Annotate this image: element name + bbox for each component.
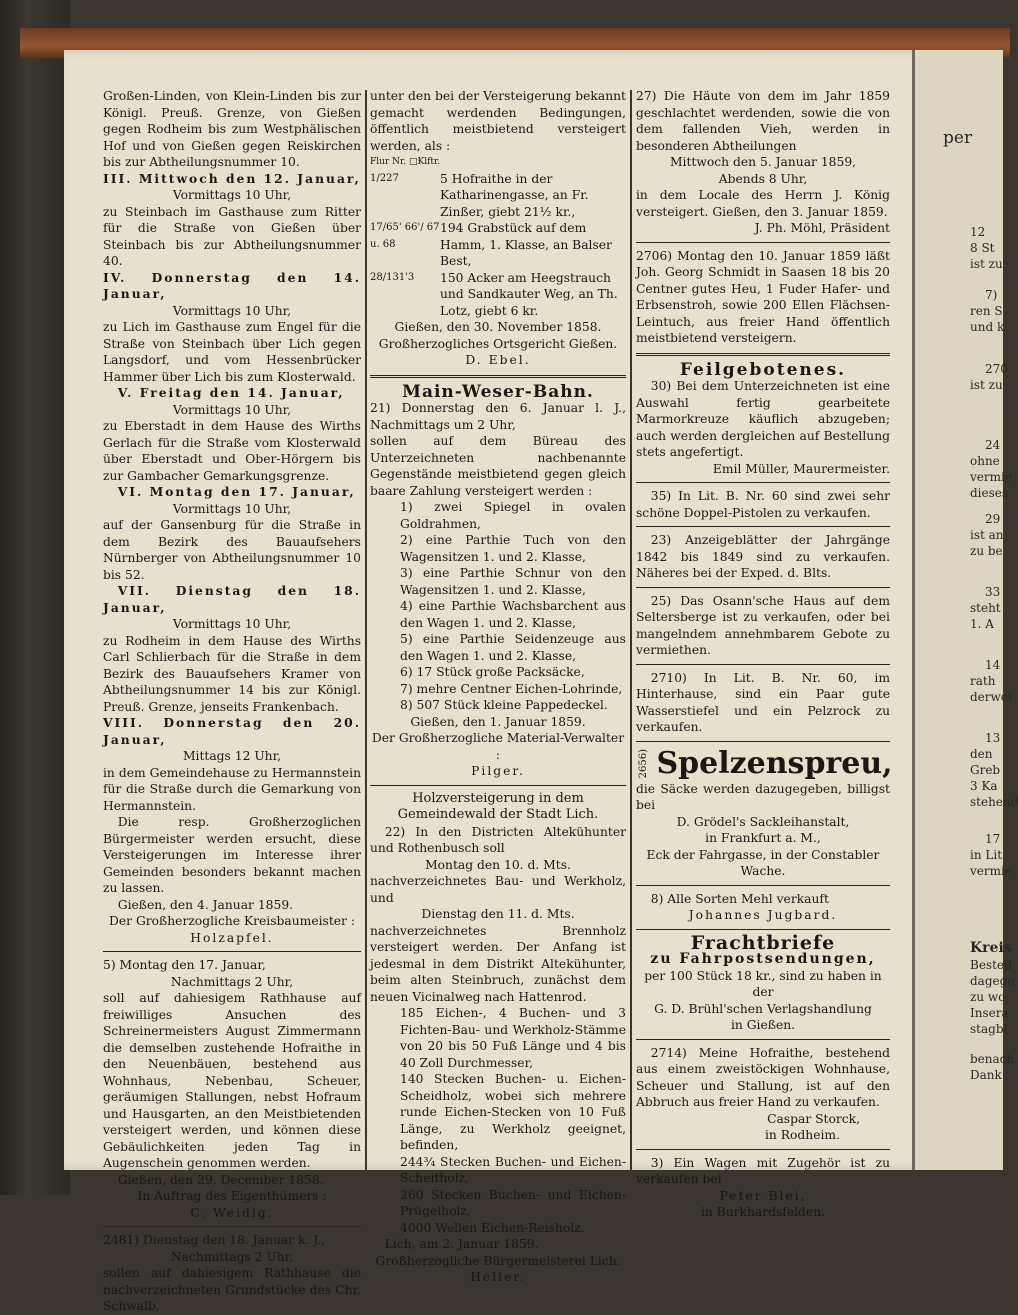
edge-text: und k — [970, 320, 1005, 334]
text: Die resp. Großherzoglichen Bürgermeister werden ersucht, diese Versteigerungen im Interesse ihrer Gemeinden besonders bekannt machen zu lassen. — [103, 815, 361, 895]
signature: Johannes Jugbard. — [688, 908, 838, 922]
ad-spelzenspreu — [636, 745, 893, 781]
edge-text: ist zu — [970, 378, 1003, 392]
edge-text: ohne — [970, 454, 1000, 468]
signature: Caspar Storck, — [767, 1111, 860, 1126]
divider — [103, 951, 361, 952]
divider — [636, 741, 890, 742]
divider — [103, 1226, 361, 1227]
authority: Großherzogliches Ortsgericht Gießen. — [378, 336, 618, 351]
divider — [636, 353, 890, 356]
text: zu Rodheim in dem Hause des Wirths Carl Schlierbach für die Straße in dem Bezirk des Bauaufsehers Kramer von Abtheilungsnummer 14 bis zur Königl. Preuß. Grenze, jenseits Frankenbach. — [103, 633, 361, 714]
text: in Gießen. — [730, 1018, 796, 1032]
cell: 28/131'3 — [370, 271, 415, 283]
text: 2481) Dienstag den 18. Januar k. J., — [103, 1233, 326, 1247]
divider — [636, 1149, 890, 1150]
signature: C. Weidig. — [190, 1205, 274, 1220]
section-title: Feilgebotenes. — [679, 359, 847, 380]
table-header: Flur Nr. □Klftr. — [370, 157, 441, 167]
text: Mittags 12 Uhr, — [182, 749, 282, 763]
edge-text: vermie — [970, 864, 1012, 878]
signature: D. Ebel. — [465, 353, 531, 367]
text: 3) Ein Wagen mit Zugehör ist zu verkaufen bei — [636, 1155, 890, 1186]
book-binding — [0, 0, 70, 1195]
divider — [636, 929, 890, 930]
edge-text: ist an — [970, 528, 1004, 542]
edge-text: steht — [970, 601, 1001, 615]
text: zu Eberstadt in dem Hause des Wirths Gerlach für die Straße vom Klosterwald über Eberstadt und Ober-Hörgern bis zur Gambacher Gemarkungsgrenze. — [103, 419, 361, 483]
column-left — [103, 88, 361, 1315]
list-item: 2) eine Parthie Tuch von den Wagensitzen 1. und 2. Klasse, — [400, 533, 626, 564]
list-item: 4) eine Parthie Wachsbarchent aus den Wagen 1. und 2. Klasse, — [400, 599, 626, 630]
section-title: Main-Weser-Bahn. — [402, 381, 594, 402]
heading: III. Mittwoch den 12. Januar, — [103, 170, 361, 186]
edge-text: rath — [970, 674, 996, 688]
text: die Säcke werden dazugegeben, billigst bei — [636, 781, 890, 812]
text: Vormittags 10 Uhr, — [172, 617, 292, 631]
list-item: 140 Stecken Buchen- u. Eichen-Scheidholz, wobei sich mehrere runde Eichen-Stecken von 10 Fuß Länge, zu Werkholz geeignet, befinden, — [400, 1072, 626, 1152]
list-item: 185 Eichen-, 4 Buchen- und 3 Fichten-Bau- und Werkholz-Stämme von 20 bis 50 Fuß Länge und 4 bis 40 Zoll Durchmesser, — [400, 1006, 626, 1070]
heading: VIII. Donnerstag den 20. Januar, — [103, 715, 361, 747]
heading: IV. Donnerstag den 14. Januar, — [103, 269, 361, 301]
divider — [636, 587, 890, 588]
text: Eck der Fahrgasse, in der Constabler Wache. — [646, 847, 880, 878]
edge-text: 3 Ka — [970, 779, 998, 793]
text: 35) In Lit. B. Nr. 60 sind zwei sehr schöne Doppel-Pistolen zu verkaufen. — [636, 489, 890, 520]
divider — [636, 482, 890, 483]
divider — [370, 785, 626, 786]
date: Lich, am 2. Januar 1859. — [384, 1237, 539, 1251]
text: nachverzeichnetes Bau- und Werkholz, und — [370, 874, 626, 905]
edge-text: 14 — [985, 658, 1001, 672]
date: Gießen, den 30. November 1858. — [394, 320, 602, 334]
list-item: 8) 507 Stück kleine Pappedeckel. — [400, 698, 608, 712]
edge-text: den — [970, 747, 993, 761]
text: 5) Montag den 17. Januar, — [103, 958, 266, 972]
column-middle — [370, 88, 626, 1286]
cell: 194 Grabstück auf dem Hamm, 1. Klasse, an Balser Best, — [440, 221, 612, 268]
list-item: 5) eine Parthie Seidenzeuge aus den Wagen 1. und 2. Klasse, — [400, 632, 626, 663]
column-rule — [365, 90, 367, 1175]
authority: Der Großherzogliche Material-Verwalter : — [371, 731, 625, 762]
table-row — [370, 270, 626, 320]
edge-text: benach — [970, 1052, 1015, 1066]
signature: Holzapfel. — [190, 930, 274, 945]
text: soll auf dahiesigem Rathhause auf freiwilliges Ansuchen des Schreinermeisters August Zimmermann die demselben zustehende Hofraithe in den Neuenbäuen, bestehend aus Wohnhaus, Nebenbau, Scheuer, geräumigen Stallungen, nebst Hofraum und Hausgarten, an den Meistbietenden versteigert werden, und können diese Gebäulichkeiten jeden Tag in Augenschein genommen werden. — [103, 991, 361, 1170]
edge-text: vermie — [970, 470, 1012, 484]
edge-text: 1. A — [970, 617, 994, 631]
list-item: 244¾ Stecken Buchen- und Eichen-Scheitholz, — [400, 1154, 626, 1185]
text: in Burkhardsfelden. — [700, 1205, 826, 1219]
text: in dem Locale des Herrn J. König versteigert. Gießen, den 3. Januar 1859. — [636, 188, 890, 219]
cell: 17/65' 66'/ 67 u. 68 — [370, 222, 440, 250]
text: 21) Donnerstag den 6. Januar l. J., Nachmittags um 2 Uhr, — [370, 401, 626, 432]
edge-text: in Lit. — [970, 848, 1006, 862]
table-row — [370, 171, 626, 221]
edge-text: Greb — [970, 763, 1001, 777]
text: 22) In den Districten Altekühunter und Rothenbusch soll — [370, 824, 626, 855]
table-row — [370, 220, 626, 270]
text: Nachmittags 2 Uhr, — [170, 974, 294, 989]
date: Gießen, den 4. Januar 1859. — [117, 897, 294, 912]
next-page-edge — [912, 50, 1018, 1170]
text: Vormittags 10 Uhr, — [172, 402, 292, 417]
edge-text: derwei — [970, 690, 1012, 704]
text: Vormittags 10 Uhr, — [172, 303, 292, 318]
text: D. Grödel's Sackleihanstalt, — [676, 814, 850, 829]
edge-text: 24 — [985, 438, 1001, 452]
text: 8) Alle Sorten Mehl verkauft — [650, 891, 829, 906]
signature: Emil Müller, Maurermeister. — [712, 461, 890, 476]
text: Abends 8 Uhr, — [718, 171, 808, 186]
divider — [636, 526, 890, 527]
divider — [636, 242, 890, 243]
divider — [636, 885, 890, 886]
edge-text: ren S — [970, 304, 1003, 318]
signature: J. Ph. Möhl, Präsident — [754, 221, 890, 235]
date: Gießen, den 29. December 1858. — [117, 1172, 324, 1187]
edge-text: 270 — [985, 362, 1008, 376]
ad-number: 2656) — [638, 748, 649, 779]
edge-text: Bestell — [970, 958, 1012, 972]
signature: Peter Blei, — [719, 1188, 807, 1203]
edge-text: Dank — [970, 1068, 1002, 1082]
edge-text: Insera — [970, 1006, 1009, 1020]
list-item: 6) 17 Stück große Packsäcke, — [400, 665, 585, 679]
edge-text: zu be — [970, 544, 1003, 558]
authority: Der Großherzogliche Kreisbaumeister : — [109, 914, 355, 928]
signature: Pilger. — [471, 764, 525, 778]
list-item: 260 Stecken Buchen- und Eichen-Prügelholz, — [400, 1187, 626, 1218]
text: G. D. Brühl'schen Verlagshandlung — [654, 1001, 872, 1016]
date: Gießen, den 1. Januar 1859. — [410, 714, 586, 729]
edge-text: zu wo — [970, 990, 1006, 1004]
text: in Frankfurt a. M., — [705, 831, 821, 845]
text: Montag den 10. d. Mts. — [425, 857, 571, 872]
list-item: 4000 Wellen Eichen-Reisholz. — [400, 1220, 585, 1235]
text: 25) Das Osann'sche Haus auf dem Seltersberge ist zu verkaufen, oder bei mangelndem annehmbarem Gebote zu vermiethen. — [636, 593, 890, 657]
section-title: Frachtbriefe — [690, 931, 836, 954]
edge-text: Kreis — [970, 940, 1012, 956]
text: 2710) In Lit. B. Nr. 60, im Hinterhause, sind ein Paar gute Wasserstiefel und ein Pelzrock zu verkaufen. — [636, 670, 890, 734]
edge-text: 8 St — [970, 241, 995, 255]
edge-text: 33 — [985, 585, 1001, 599]
edge-text: per — [943, 128, 973, 148]
text: unter den bei der Versteigerung bekannt gemacht werdenden Bedingungen, öffentlich meistbietend versteigert werden, als : — [370, 89, 626, 153]
edge-text: 12 — [970, 225, 986, 239]
authority: Großherzogliche Bürgermeisterei Lich. — [375, 1253, 621, 1268]
text: per 100 Stück 18 kr., sind zu haben in der — [644, 968, 882, 999]
signature: Heller. — [470, 1270, 526, 1284]
text: 27) Die Häute von dem im Jahr 1859 geschlachtet werdenden, sowie die von dem fallenden Vieh, werden in besonderen Abtheilungen — [636, 89, 890, 153]
edge-text: stagbl — [970, 1022, 1008, 1036]
edge-text: ist zu — [970, 257, 1003, 271]
text: Mittwoch den 5. Januar 1859, — [669, 155, 857, 169]
text: Nachmittags 2 Uhr, — [170, 1249, 294, 1264]
heading: V. Freitag den 14. Januar, — [117, 385, 345, 400]
list-item: 1) zwei Spiegel in ovalen Goldrahmen, — [400, 500, 626, 531]
column-right — [636, 88, 893, 1221]
text: sollen auf dem Büreau des Unterzeichneten nachbenannte Gegenstände meistbietend gegen gleich baare Zahlung versteigert werden : — [370, 434, 626, 498]
text: Großen-Linden, von Klein-Linden bis zur Königl. Preuß. Grenze, von Gießen gegen Rodheim bis zum Westphälischen Hof und von Gießen gegen Reiskirchen bis zur Abtheilungsnummer 10. — [103, 89, 361, 169]
text: sollen auf dahiesigem Rathhause die nachverzeichneten Grundstücke des Chr. Schwalb, — [103, 1266, 361, 1313]
text: in dem Gemeindehause zu Hermannstein für die Straße durch die Gemarkung von Hermannstein. — [103, 765, 361, 813]
section-title: Holzversteigerung in dem Gemeindewald der Stadt Lich. — [397, 790, 599, 822]
text: 30) Bei dem Unterzeichneten ist eine Auswahl fertig gearbeitete Marmorkreuze käuflich abzugeben; auch werden dergleichen auf Bestellung stets angefertigt. — [636, 379, 890, 459]
text: zu Lich im Gasthause zum Engel für die Straße von Steinbach über Lich gegen Langsdorf, und vom Hessenbrücker Hammer über Lich bis zum Klosterwald. — [103, 320, 361, 384]
text: zu Steinbach im Gasthause zum Ritter für die Straße von Gießen über Steinbach bis zur Abtheilungsnummer 40. — [103, 204, 361, 268]
text: Vormittags 10 Uhr, — [172, 501, 292, 516]
text: In Auftrag des Eigenthümers : — [137, 1189, 327, 1203]
text: Dienstag den 11. d. Mts. — [421, 907, 575, 921]
cell: 5 Hofraithe in der Katharinengasse, an Fr. Zinßer, giebt 21½ kr., — [440, 171, 589, 219]
text: 2706) Montag den 10. Januar 1859 läßt Joh. Georg Schmidt in Saasen 18 bis 20 Centner gutes Heu, 1 Fuder Hafer- und Erbsenstroh, sowie 200 Ellen Flächsen-Leintuch, aus freier Hand öffentlich meistbietend versteigern. — [636, 248, 890, 345]
cell: 1/227 — [370, 172, 399, 184]
edge-text: stehend — [970, 795, 1018, 809]
text: zu Fahrpostsendungen, — [650, 951, 876, 967]
list-item: 3) eine Parthie Schnur von den Wagensitzen 1. und 2. Klasse, — [400, 566, 626, 597]
divider — [370, 375, 626, 378]
list-item: 7) mehre Centner Eichen-Lohrinde, — [400, 681, 623, 696]
edge-text: dagege — [970, 974, 1015, 988]
divider — [636, 1039, 890, 1040]
edge-text: 29 — [985, 512, 1001, 526]
edge-text: 13 — [985, 731, 1001, 745]
edge-text: 7) — [985, 288, 998, 302]
edge-text: dieses — [970, 486, 1009, 500]
edge-text: 17 — [985, 832, 1001, 846]
text: in Rodheim. — [765, 1128, 840, 1142]
text: 2714) Meine Hofraithe, bestehend aus einem zweistöckigen Wohnhause, Scheuer und Stallung, ist auf den Abbruch aus freier Hand zu verkaufen. — [636, 1045, 890, 1109]
text: auf der Gansenburg für die Straße in dem Bezirk des Bauaufsehers Nürnberger von Abtheilungsnummer 10 bis 52. — [103, 518, 361, 582]
column-rule — [630, 90, 632, 1175]
heading: VII. Dienstag den 18. Januar, — [103, 583, 361, 615]
heading: VI. Montag den 17. Januar, — [117, 484, 356, 499]
ad-title: Spelzenspreu, — [656, 745, 893, 781]
divider — [636, 664, 890, 665]
text: nachverzeichnetes Brennholz versteigert werden. Der Anfang ist jedesmal in dem Distrikt Altekühunter, beim alten Steinbruch, zunächst dem neuen Vicinalweg nach Hattenrod. — [370, 923, 626, 1004]
text: Vormittags 10 Uhr, — [172, 188, 292, 202]
cell: 150 Acker am Heegstrauch und Sandkauter Weg, an Th. Lotz, giebt 6 kr. — [440, 270, 618, 318]
text: 23) Anzeigeblätter der Jahrgänge 1842 bis 1849 sind zu verkaufen. Näheres bei der Exped. d. Blts. — [636, 533, 890, 580]
